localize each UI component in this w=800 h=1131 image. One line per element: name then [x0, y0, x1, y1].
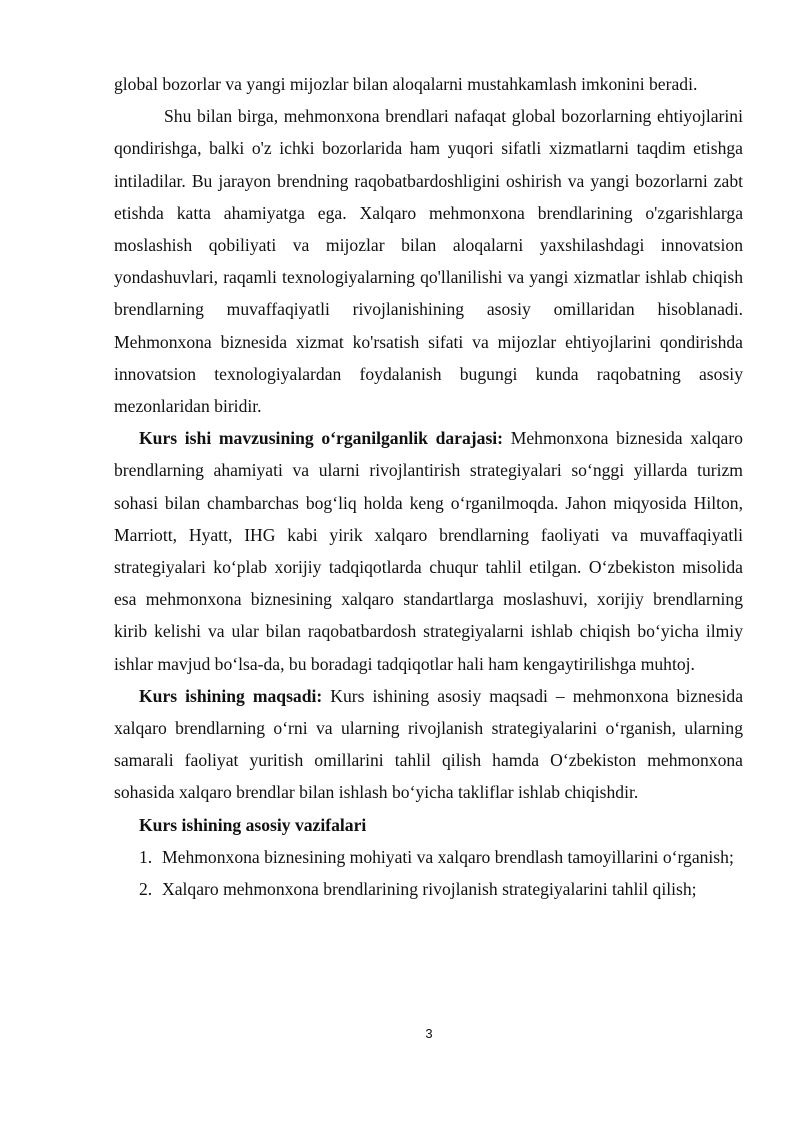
list-number: 1. — [139, 846, 153, 867]
tasks-list — [114, 841, 743, 905]
list-item — [114, 841, 743, 873]
paragraph-continued: global bozorlar va yangi mijozlar bilan aloqalarni mustahkamlash imkonini beradi. — [114, 74, 698, 94]
study-level-text: Mehmonxona biznesida xalqaro brendlarning ahamiyati va ularni rivojlantirish strategiyalari so‘nggi yillarda turizm sohasi bilan chambarchas bog‘liq holda keng o‘rganilmoqda. Jahon miqyosida Hilton, Marriott, Hyatt, IHG kabi yirik xalqaro brendlarning faoliyati va muvaffaqiyatli strategiyalari ko‘plab xorijiy tadqiqotlarda chuqur tahlil etilgan. O‘zbekiston misolida esa mehmonxona biznesining xalqaro standartlarga moslashuvi, xorijiy brendlarning kirib kelishi va ular bilan raqobatbardosh strategiyalarni ishlab chiqish bo‘yicha ilmiy ishlar mavjud bo‘lsa-da, bu boradagi tadqiqotlar hali ham kengaytirilishga muhtoj. — [114, 428, 743, 674]
page-number: 3 — [425, 1026, 433, 1041]
paragraph-tasks-heading — [114, 809, 743, 841]
list-number: 2. — [139, 879, 153, 900]
document-body — [114, 68, 743, 905]
heading-tasks: Kurs ishining asosiy vazifalari — [139, 814, 367, 835]
paragraph-study-level — [114, 422, 743, 680]
heading-goal: Kurs ishining maqsadi: — [139, 685, 323, 706]
list-item-text: Xalqaro mehmonxona brendlarining rivojlanish strategiyalarini tahlil qilish; — [162, 879, 697, 900]
heading-study-level: Kurs ishi mavzusining o‘rganilganlik darajasi: — [139, 428, 504, 449]
list-item-text: Mehmonxona biznesining mohiyati va xalqaro brendlash tamoyillarini o‘rganish; — [162, 846, 734, 867]
list-item — [114, 873, 743, 905]
goal-text: Kurs ishining asosiy maqsadi – mehmonxona biznesida xalqaro brendlarning o‘rni va ularning rivojlanish strategiyalarini o‘rganish, ularning samarali faoliyat yuritish omillarini tahlil qilish hamda O‘zbekiston mehmonxona sohasida xalqaro brendlar bilan ishlash bo‘yicha takliflar ishlab chiqishdir. — [114, 685, 743, 803]
paragraph-goal — [114, 680, 743, 809]
paragraph-brands: Shu bilan birga, mehmonxona brendlari nafaqat global bozorlarning ehtiyojlarini qondirishga, balki o'z ichki bozorlarida ham yuqori sifatli xizmatlarni taqdim etishga intiladilar. Bu jarayon brendning raqobatbardoshligini oshirish va yangi bozorlarni zabt etishda katta ahamiyatga ega. Xalqaro mehmonxona brendlarining o'zgarishlarga moslashish qobiliyati va mijozlar bilan aloqalarni yaxshilashdagi innovatsion yondashuvlari, raqamli texnologiyalarning qo'llanilishi va yangi xizmatlar ishlab chiqish brendlarning muvaffaqiyatli rivojlanishining asosiy omillaridan hisoblanadi. Mehmonxona biznesida xizmat ko'rsatish sifati va mijozlar ehtiyojlarini qondirishda innovatsion texnologiyalardan foydalanish bugungi kunda raqobatning asosiy mezonlaridan biridir. — [114, 106, 743, 417]
